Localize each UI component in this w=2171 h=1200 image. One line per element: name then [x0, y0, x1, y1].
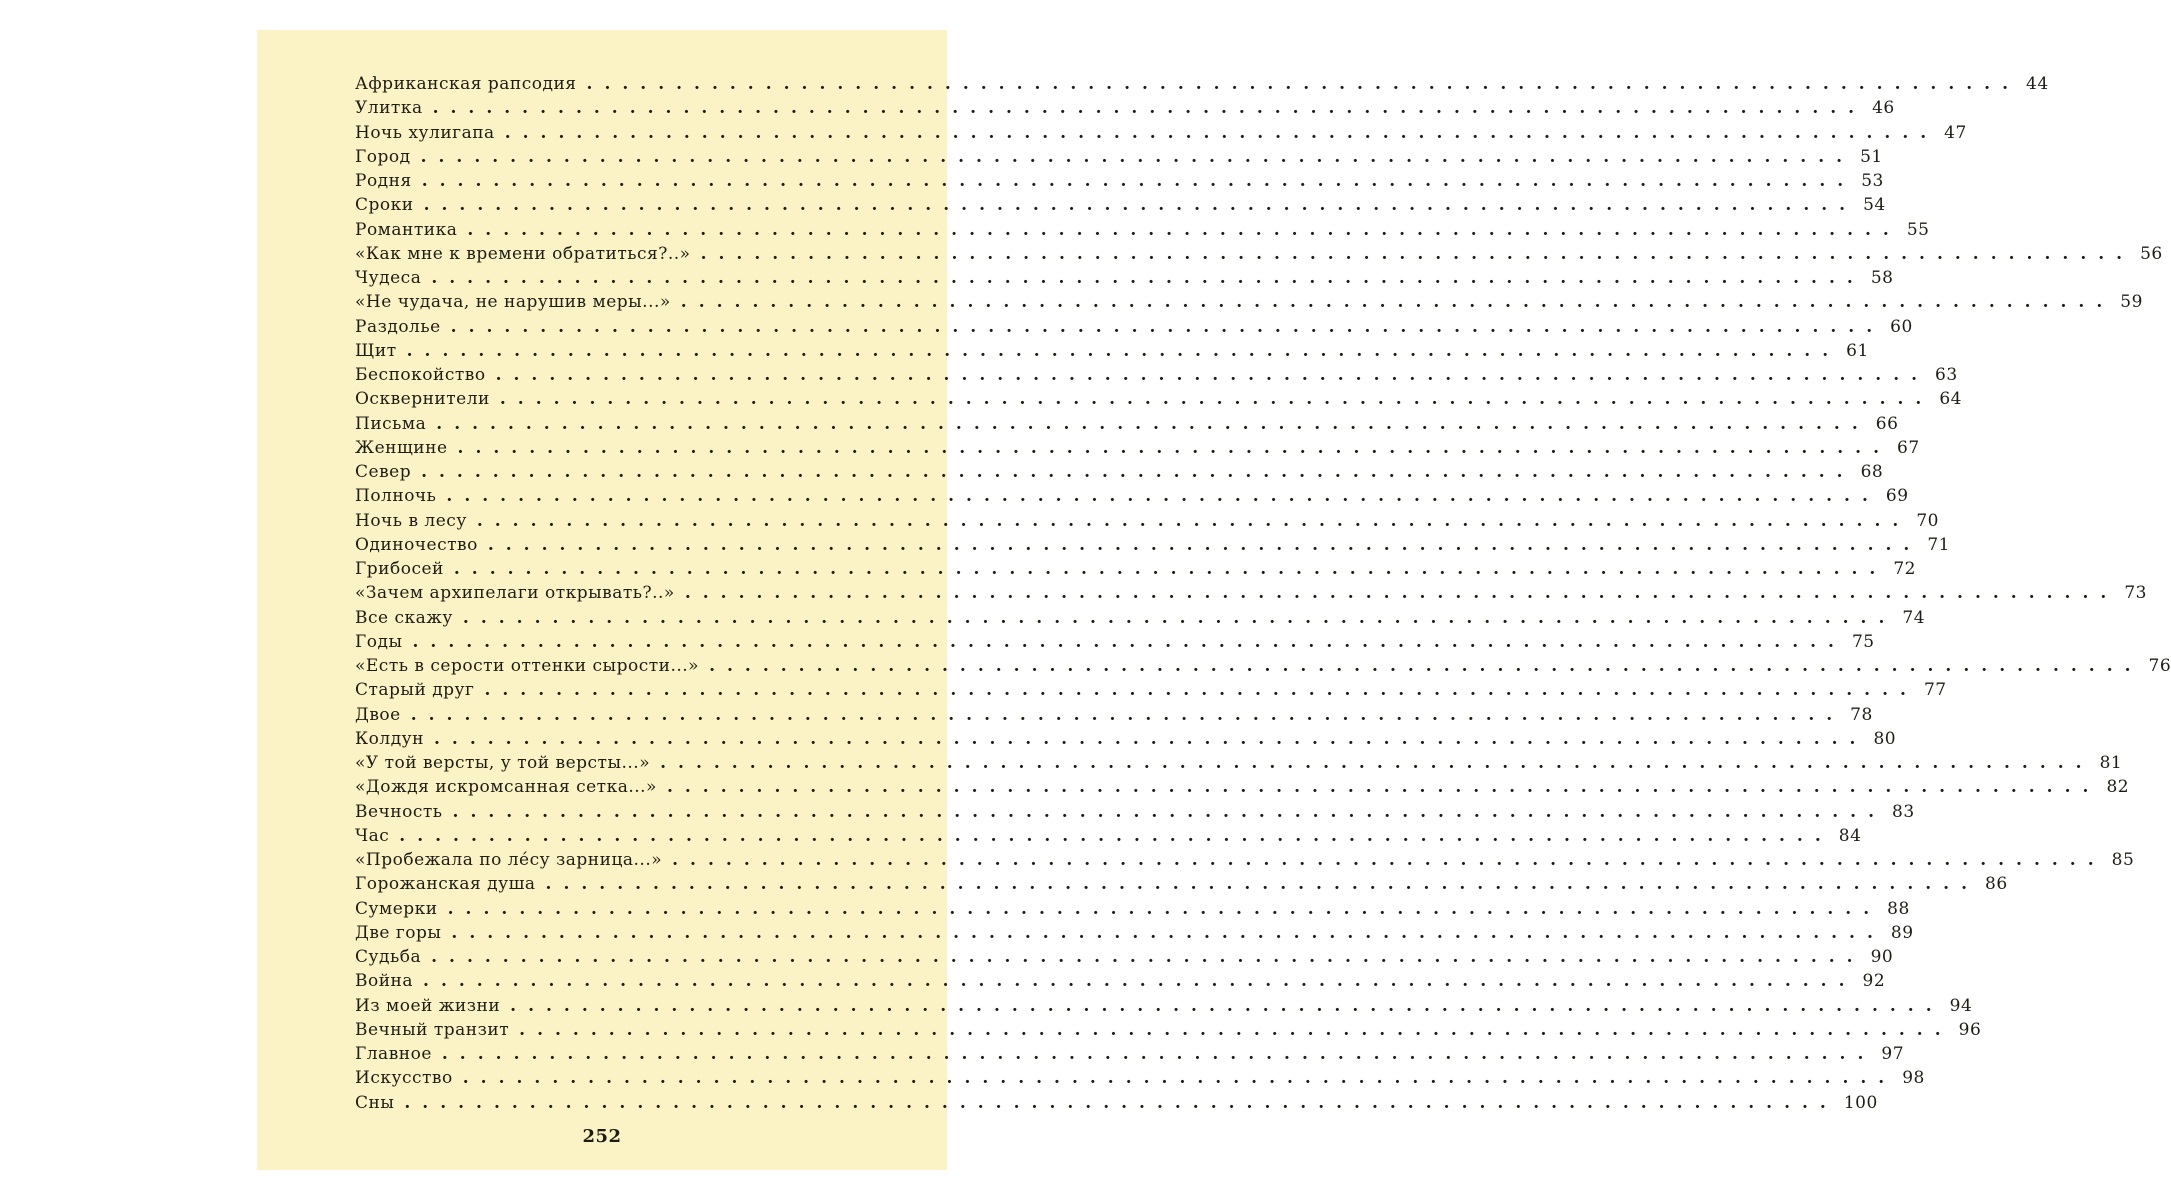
toc-entry: [355, 922, 1914, 947]
toc-leader-dots: ................................................................................: [450, 316, 1885, 337]
toc-entry: [355, 995, 1973, 1020]
toc-leader-dots: ................................................................................: [700, 243, 2135, 264]
toc-entry-page: 90: [1870, 947, 1894, 967]
toc-leader-dots: ................................................................................: [504, 122, 1939, 143]
toc-entry-title: Письма: [355, 413, 427, 434]
toc-leader-dots: ................................................................................: [495, 365, 1930, 385]
toc-entry-page: 85: [2111, 850, 2135, 870]
toc-entry: [355, 728, 1897, 753]
toc-entry-page: 51: [1860, 146, 1883, 167]
toc-entry: [355, 947, 1894, 971]
toc-entry-page: 55: [1906, 219, 1930, 240]
toc-entry-title: Раздолье: [355, 316, 441, 337]
toc-entry: [355, 219, 1930, 244]
toc-entry-page: 97: [1881, 1044, 1905, 1064]
toc-entry-page: 83: [1892, 801, 1915, 822]
toc-entry-title: Главное: [355, 1044, 432, 1064]
toc-leader-dots: ................................................................................: [420, 146, 1855, 167]
toc-entry-title: Искусство: [355, 1068, 453, 1089]
toc-entry-title: Две горы: [355, 922, 442, 943]
toc-entry-page: 71: [1927, 534, 1950, 555]
toc-entry-title: Судьба: [355, 947, 422, 967]
toc-entry-page: 68: [1860, 462, 1884, 482]
toc-entry-page: 82: [2106, 777, 2130, 798]
toc-entry-title: Все скажу: [355, 607, 453, 628]
toc-entry-page: 72: [1893, 559, 1916, 579]
toc-entry: [355, 122, 1967, 147]
toc-leader-dots: ................................................................................: [487, 534, 1922, 555]
toc-entry-page: 53: [1861, 171, 1884, 191]
toc-entry: [355, 486, 1909, 510]
toc-leader-dots: ................................................................................: [434, 728, 1868, 749]
toc-entry-page: 69: [1885, 486, 1909, 507]
toc-entry-page: 100: [1843, 1092, 1878, 1113]
toc-entry-page: 78: [1850, 704, 1873, 725]
toc-entry: [355, 753, 2123, 777]
toc-leader-dots: ................................................................................: [421, 171, 1856, 191]
toc-entry: [355, 1044, 1905, 1068]
toc-entry-title: Колдун: [355, 728, 424, 749]
toc-leader-dots: ................................................................................: [660, 753, 2094, 773]
toc-entry-title: Беспокойство: [355, 365, 486, 385]
toc-leader-dots: ................................................................................: [446, 486, 1880, 507]
toc-entry-title: Родня: [355, 171, 412, 191]
toc-entry-title: Романтика: [355, 219, 458, 240]
toc-entry-title: Сумерки: [355, 898, 438, 919]
toc-entry: [355, 437, 1920, 462]
toc-entry-title: Вечный транзит: [355, 1019, 510, 1040]
toc-entry-title: Из моей жизни: [355, 995, 501, 1016]
toc-entry-title: Щит: [355, 340, 397, 361]
toc-entry-page: 88: [1887, 898, 1910, 919]
page-number: 252: [582, 1126, 622, 1147]
toc-entry: [355, 607, 1926, 632]
toc-entry-title: «Есть в серости оттенки сырости...»: [355, 656, 700, 676]
toc-leader-dots: ................................................................................: [423, 971, 1857, 992]
toc-entry-title: Осквернители: [355, 389, 490, 410]
toc-leader-dots: ................................................................................: [484, 680, 1918, 701]
toc-entry-title: Север: [355, 462, 412, 482]
toc-entry: [355, 680, 1947, 704]
toc-leader-dots: ................................................................................: [462, 1068, 1897, 1089]
toc-entry-page: 46: [1872, 98, 1895, 119]
toc-entry-page: 74: [1902, 607, 1926, 628]
toc-entry-title: Война: [355, 971, 414, 992]
toc-entry-title: Полночь: [355, 486, 437, 507]
toc-leader-dots: ................................................................................: [406, 340, 1841, 361]
toc-entry-title: Час: [355, 825, 390, 846]
toc-entry-title: Женщине: [355, 437, 448, 458]
toc-entry-page: 44: [2026, 74, 2049, 94]
toc-leader-dots: ................................................................................: [709, 656, 2143, 676]
toc-entry-title: Ночь в лесу: [355, 510, 467, 531]
toc-leader-dots: ................................................................................: [404, 1092, 1838, 1113]
toc-entry-page: 96: [1958, 1019, 1982, 1040]
toc-entry: [355, 98, 1895, 122]
toc-entry: [355, 631, 1875, 656]
toc-leader-dots: ................................................................................: [399, 825, 1833, 846]
toc-leader-dots: ................................................................................: [453, 559, 1888, 579]
toc-leader-dots: ................................................................................: [452, 801, 1887, 822]
toc-entry-title: Грибосей: [355, 559, 444, 579]
toc-entry: [355, 559, 1916, 583]
toc-entry: [355, 146, 1883, 171]
toc-entry-page: 94: [1949, 995, 1973, 1016]
toc-entry-page: 67: [1897, 437, 1920, 458]
toc-entry-title: Сны: [355, 1092, 395, 1113]
toc-leader-dots: ................................................................................: [431, 947, 1865, 967]
toc-leader-dots: ................................................................................: [432, 98, 1867, 119]
toc-entry: [355, 704, 1873, 729]
toc-entry: [355, 292, 2143, 316]
toc-entry: [355, 510, 1939, 535]
toc-leader-dots: ................................................................................: [684, 583, 2119, 604]
toc-entry: [355, 195, 1886, 219]
toc-entry-page: 63: [1935, 365, 1958, 385]
toc-entry-page: 61: [1846, 340, 1869, 361]
toc-entry-title: Старый друг: [355, 680, 475, 701]
toc-entry-page: 80: [1873, 728, 1897, 749]
toc-entry: [355, 389, 1962, 413]
toc-entry: [355, 825, 1862, 850]
toc-leader-dots: ................................................................................: [545, 874, 1980, 895]
toc-leader-dots: ................................................................................: [410, 704, 1845, 725]
toc-leader-dots: ................................................................................: [451, 922, 1885, 943]
table-of-contents: [355, 74, 2171, 1117]
toc-leader-dots: ................................................................................: [672, 850, 2106, 870]
toc-entry-page: 77: [1923, 680, 1947, 701]
toc-entry-title: Вечность: [355, 801, 443, 822]
toc-entry: [355, 413, 1899, 438]
toc-entry-page: 60: [1890, 316, 1913, 337]
toc-entry: [355, 462, 1884, 486]
toc-leader-dots: ................................................................................: [586, 74, 2021, 94]
toc-entry-page: 54: [1863, 195, 1886, 216]
toc-leader-dots: ................................................................................: [447, 898, 1882, 919]
toc-leader-dots: ................................................................................: [423, 195, 1858, 216]
toc-leader-dots: ................................................................................: [412, 631, 1846, 652]
toc-entry: [355, 340, 1869, 365]
toc-entry: [355, 1092, 1878, 1117]
toc-entry-title: «Дождя искромсанная сетка...»: [355, 777, 657, 798]
toc-entry-title: Горожанская душа: [355, 874, 536, 895]
toc-leader-dots: ................................................................................: [680, 292, 2115, 313]
toc-entry-title: Одиночество: [355, 534, 478, 555]
toc-entry-page: 98: [1902, 1068, 1925, 1089]
toc-entry-page: 73: [2124, 583, 2147, 604]
toc-leader-dots: ................................................................................: [436, 413, 1870, 434]
toc-leader-dots: ................................................................................: [510, 995, 1944, 1016]
toc-entry-title: Ночь хулигапа: [355, 122, 495, 143]
toc-entry-page: 47: [1944, 122, 1967, 143]
toc-entry-title: «Зачем архипелаги открывать?..»: [355, 583, 675, 604]
toc-entry-page: 75: [1851, 631, 1875, 652]
toc-entry: [355, 850, 2135, 874]
toc-entry-page: 86: [1985, 874, 2008, 895]
toc-entry-page: 84: [1838, 825, 1862, 846]
toc-leader-dots: ................................................................................: [421, 462, 1855, 482]
toc-entry-page: 70: [1916, 510, 1939, 531]
toc-entry-page: 89: [1890, 922, 1914, 943]
toc-entry: [355, 1068, 1925, 1092]
toc-entry-title: Двое: [355, 704, 401, 725]
toc-entry: [355, 898, 1910, 923]
toc-entry-page: 56: [2140, 243, 2163, 264]
toc-entry: [355, 656, 2171, 680]
toc-entry-page: 59: [2120, 292, 2143, 313]
toc-entry-title: «Не чудача, не нарушив меры...»: [355, 292, 671, 313]
toc-entry-title: «Пробежала по ле́су зарница...»: [355, 850, 663, 870]
toc-entry-title: «У той версты, у той версты...»: [355, 753, 651, 773]
toc-entry-page: 58: [1870, 268, 1894, 288]
toc-entry-page: 64: [1939, 389, 1962, 410]
toc-entry: [355, 874, 2008, 898]
toc-leader-dots: ................................................................................: [467, 219, 1901, 240]
toc-leader-dots: ................................................................................: [519, 1019, 1953, 1040]
toc-leader-dots: ................................................................................: [441, 1044, 1876, 1064]
toc-entry: [355, 316, 1913, 341]
toc-entry: [355, 365, 1958, 389]
toc-entry: [355, 268, 1894, 292]
toc-entry: [355, 1019, 1982, 1044]
book-page: [257, 30, 2171, 1170]
toc-entry-title: «Как мне к времени обратиться?..»: [355, 243, 691, 264]
toc-leader-dots: ................................................................................: [457, 437, 1892, 458]
toc-entry-title: Город: [355, 146, 411, 167]
toc-entry: [355, 801, 1915, 826]
toc-leader-dots: ................................................................................: [666, 777, 2101, 798]
toc-entry: [355, 171, 1884, 195]
toc-leader-dots: ................................................................................: [431, 268, 1865, 288]
toc-entry-title: Африканская рапсодия: [355, 74, 577, 94]
toc-entry-page: 92: [1862, 971, 1886, 992]
toc-leader-dots: ................................................................................: [476, 510, 1911, 531]
toc-entry-title: Сроки: [355, 195, 414, 216]
toc-entry: [355, 534, 1950, 559]
toc-leader-dots: ................................................................................: [499, 389, 1934, 410]
toc-entry: [355, 583, 2147, 607]
toc-entry: [355, 243, 2163, 268]
toc-entry: [355, 74, 2049, 98]
toc-entry-page: 66: [1875, 413, 1899, 434]
toc-entry-title: Годы: [355, 631, 403, 652]
toc-leader-dots: ................................................................................: [462, 607, 1897, 628]
toc-entry-title: Чудеса: [355, 268, 422, 288]
toc-entry-title: Улитка: [355, 98, 423, 119]
toc-entry-page: 76: [2148, 656, 2171, 676]
toc-entry: [355, 777, 2130, 801]
toc-entry: [355, 971, 1886, 995]
toc-entry-page: 81: [2099, 753, 2123, 773]
